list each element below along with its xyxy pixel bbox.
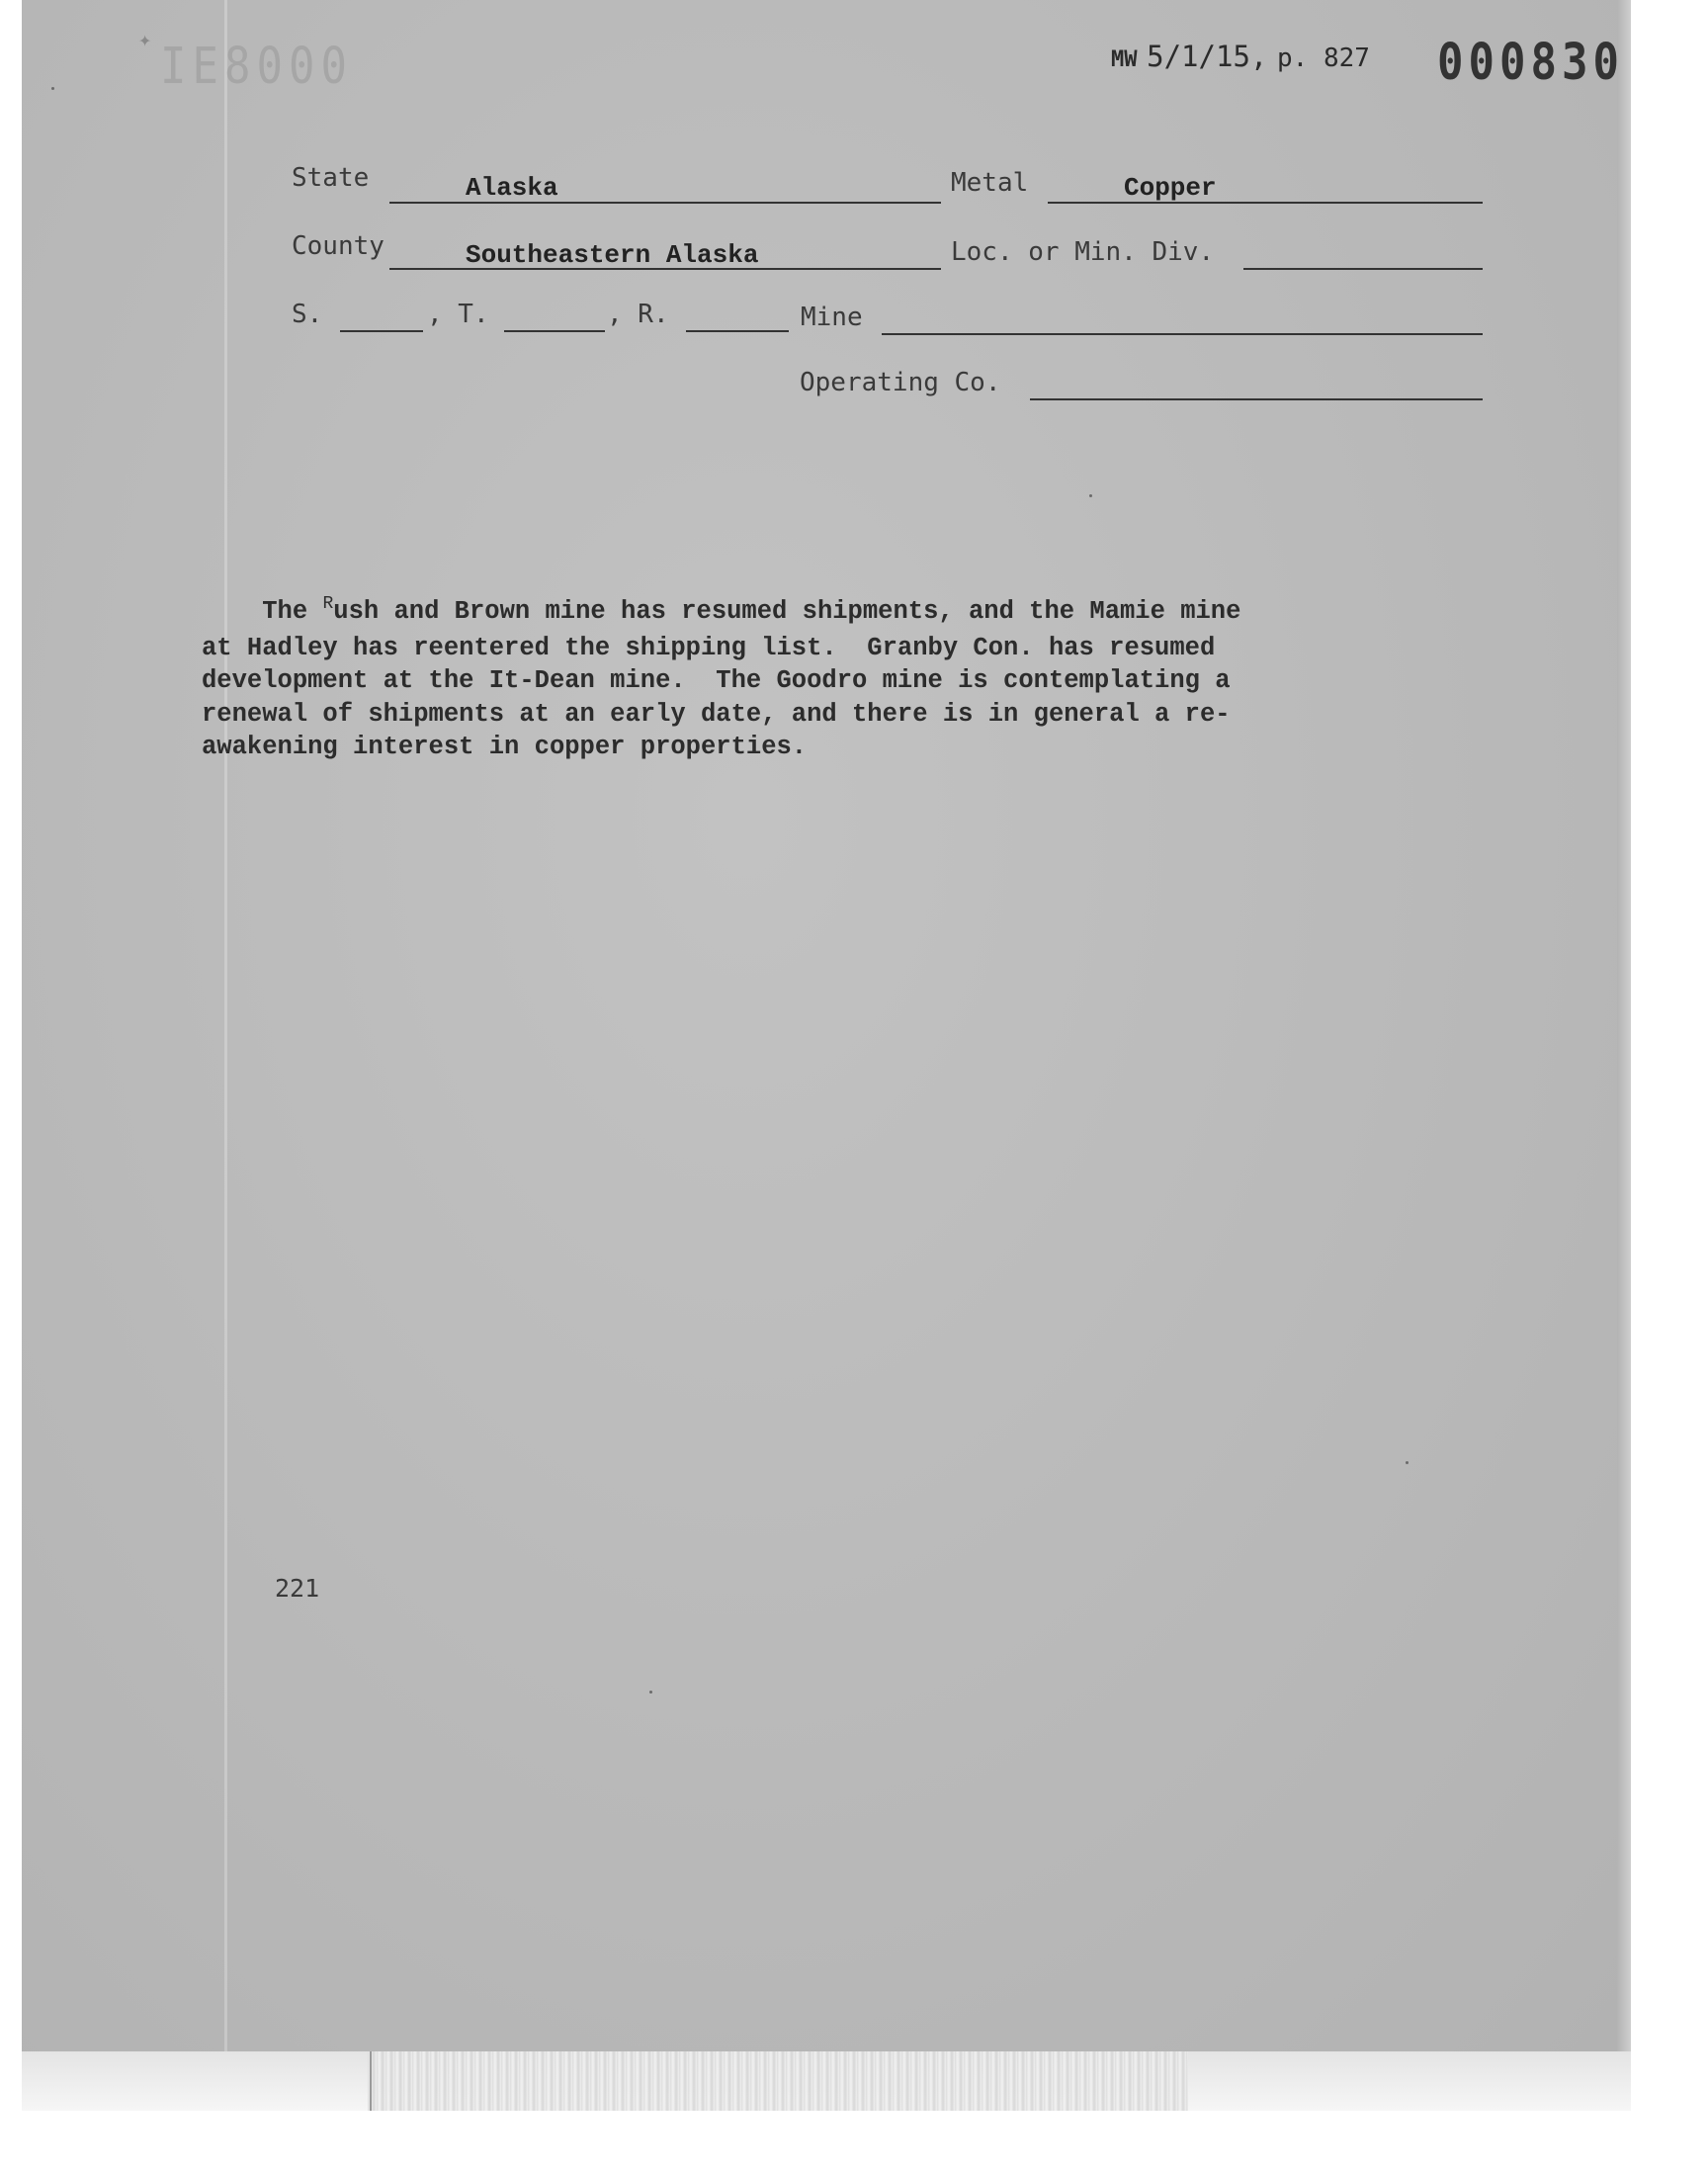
loc-div-label: Loc. or Min. Div. bbox=[951, 237, 1215, 267]
state-label: State bbox=[292, 163, 370, 193]
metal-label: Metal bbox=[951, 168, 1029, 198]
scanned-card bbox=[22, 0, 1631, 2051]
mine-underline bbox=[882, 333, 1483, 335]
card-page-number: 221 bbox=[275, 1574, 320, 1603]
dust-speck bbox=[1089, 494, 1092, 497]
note-line-4: renewal of shipments at an early date, and there is in general a re- bbox=[202, 699, 1231, 729]
reference-prefix: MW bbox=[1111, 47, 1138, 72]
range-label: , R. bbox=[607, 300, 669, 329]
note-line-5: awakening interest in copper properties. bbox=[202, 733, 808, 761]
metal-underline bbox=[1048, 202, 1483, 204]
county-value: Southeastern Alaska bbox=[466, 240, 759, 270]
dust-speck bbox=[1406, 1461, 1409, 1464]
note-paragraph bbox=[202, 595, 1240, 764]
faded-stamp-number: IE8000 bbox=[160, 38, 353, 96]
state-value: Alaska bbox=[466, 173, 558, 203]
section-underline bbox=[340, 330, 423, 332]
reference-date: 5/1/15, bbox=[1147, 40, 1268, 73]
range-underline bbox=[686, 330, 789, 332]
scanner-stripes bbox=[368, 2051, 1188, 2111]
note-line-3: development at the It-Dean mine. The Goodro mine is contemplating a bbox=[202, 666, 1231, 695]
note-line-2: at Hadley has reentered the shipping list. Granby Con. has resumed bbox=[202, 633, 1216, 662]
metal-value: Copper bbox=[1124, 173, 1217, 203]
township-underline bbox=[504, 330, 605, 332]
card-right-edge bbox=[1617, 0, 1631, 2051]
card-fold-line bbox=[224, 0, 227, 2051]
superscript-letter: R bbox=[322, 594, 334, 614]
township-label: , T. bbox=[427, 300, 489, 329]
mine-label: Mine bbox=[801, 303, 863, 332]
card-surface bbox=[22, 0, 1631, 2051]
loc-div-underline bbox=[1243, 268, 1483, 270]
dust-speck bbox=[51, 87, 54, 90]
county-label: County bbox=[292, 231, 384, 261]
scanner-edge-line bbox=[370, 2051, 372, 2111]
operating-co-label: Operating Co. bbox=[800, 368, 1001, 397]
pencil-mark: ✦ bbox=[138, 28, 152, 52]
note-line-1 bbox=[202, 595, 1240, 632]
reference-page: p. 827 bbox=[1277, 44, 1370, 73]
document-stamp-number: 000830 bbox=[1437, 34, 1624, 92]
dust-speck bbox=[649, 1691, 652, 1694]
note-line-1-text: ush and Brown mine has resumed shipments, and the Mamie mine bbox=[333, 597, 1241, 626]
section-label: S. bbox=[292, 300, 323, 329]
source-reference bbox=[1111, 40, 1370, 73]
scanner-bed-strip bbox=[22, 2051, 1631, 2111]
note-first-word: The bbox=[262, 597, 308, 626]
operating-co-underline bbox=[1030, 398, 1483, 400]
